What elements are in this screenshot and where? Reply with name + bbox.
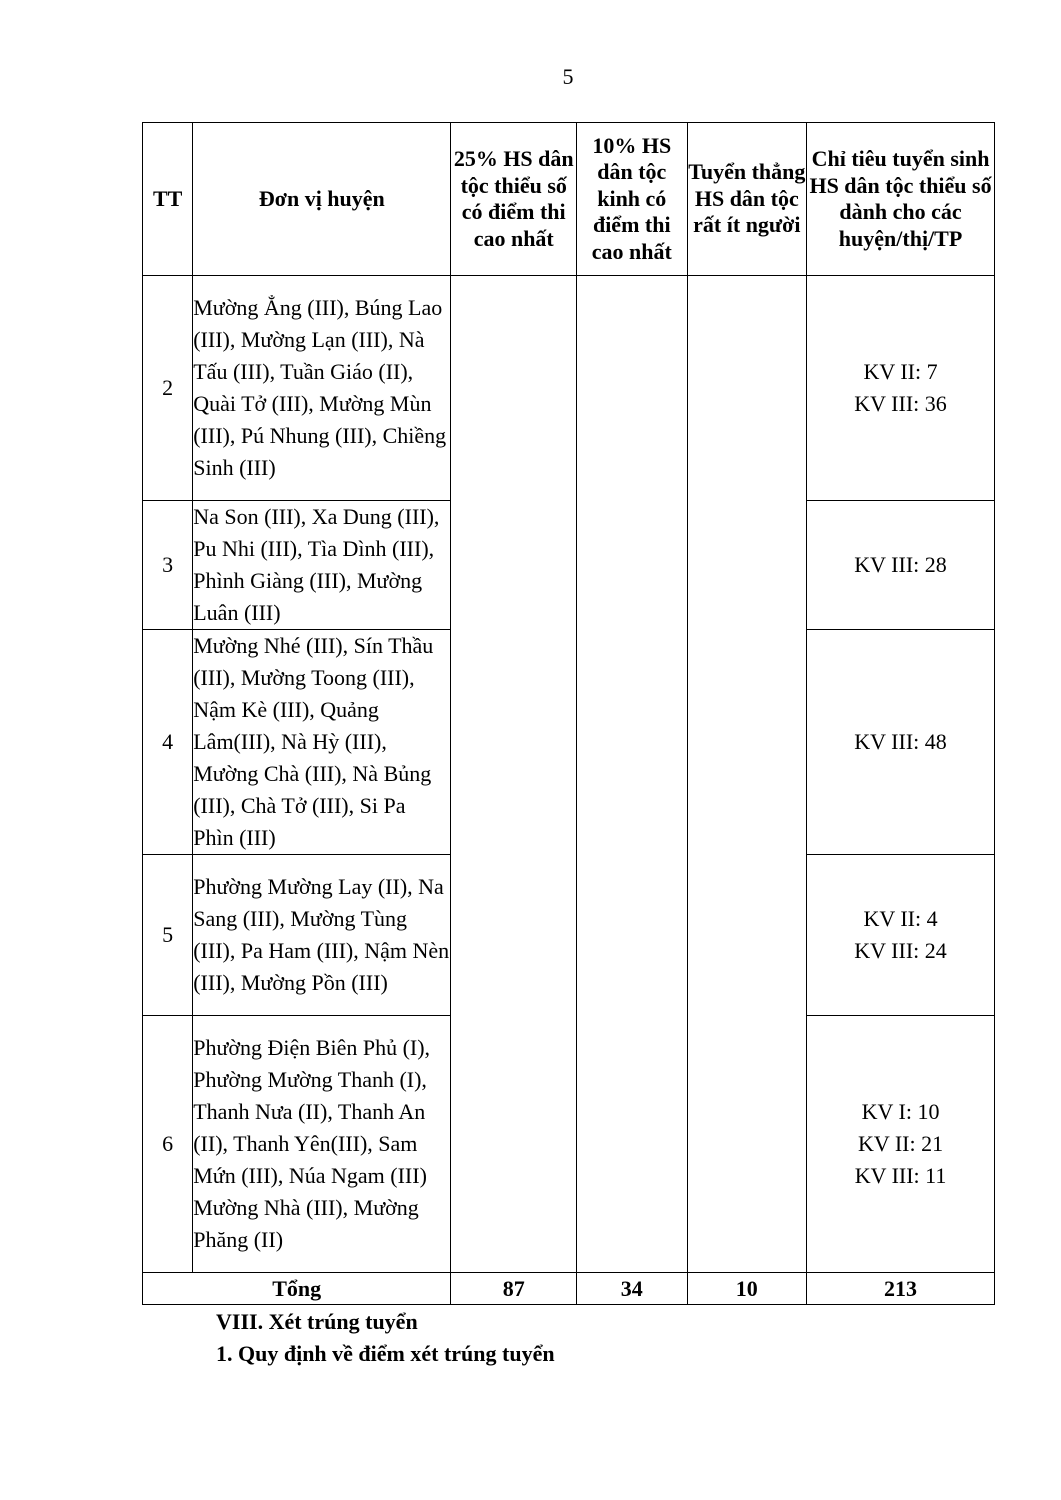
header-top-10-kinh: 10% HS dân tộc kinh có điểm thi cao nhất	[577, 123, 688, 276]
total-direct-admission: 10	[687, 1273, 807, 1305]
quota-line: KV III: 11	[854, 1163, 947, 1188]
total-label: Tổng	[143, 1273, 451, 1305]
quota-line: KV III: 48	[854, 729, 947, 754]
quota-line: KV III: 24	[854, 938, 947, 963]
quota-line: KV I: 10	[861, 1099, 940, 1124]
row-quota	[807, 501, 995, 630]
section-headings	[216, 1306, 555, 1370]
merged-direct-admission-cell	[687, 276, 807, 1273]
row-unit: Phường Điện Biên Phủ (I), Phường Mường Thanh (I), Thanh Nưa (II), Thanh An (II), Thanh Yên(III), Sam Mứn (III), Núa Ngam (III) Mường Nhà (III), Mường Phăng (II)	[193, 1016, 451, 1273]
table-header-row	[143, 123, 995, 276]
row-unit: Phường Mường Lay (II), Na Sang (III), Mường Tùng (III), Pa Ham (III), Nậm Nèn (III), Mường Pồn (III)	[193, 855, 451, 1016]
total-top-25: 87	[451, 1273, 577, 1305]
header-unit: Đơn vị huyện	[193, 123, 451, 276]
header-tt: TT	[143, 123, 193, 276]
header-direct-admission: Tuyển thẳng HS dân tộc rất ít người	[687, 123, 807, 276]
row-tt: 5	[143, 855, 193, 1016]
merged-top-10-cell	[577, 276, 688, 1273]
header-top-25-minority: 25% HS dân tộc thiểu số có điểm thi cao nhất	[451, 123, 577, 276]
total-top-10: 34	[577, 1273, 688, 1305]
heading-1: 1. Quy định về điểm xét trúng tuyển	[216, 1341, 555, 1366]
table-row	[143, 276, 995, 501]
quota-line: KV III: 36	[854, 391, 947, 416]
row-tt: 4	[143, 630, 193, 855]
quota-line: KV II: 7	[863, 359, 938, 384]
row-unit: Mường Ẳng (III), Búng Lao (III), Mường Lạn (III), Nà Tấu (III), Tuần Giáo (II), Quài Tở (III), Mường Mùn (III), Pú Nhung (III), Chiềng Sinh (III)	[193, 276, 451, 501]
header-district-quota: Chỉ tiêu tuyển sinh HS dân tộc thiểu số dành cho các huyện/thị/TP	[807, 123, 995, 276]
row-quota	[807, 855, 995, 1016]
total-row	[143, 1273, 995, 1305]
row-unit: Mường Nhé (III), Sín Thầu (III), Mường Toong (III), Nậm Kè (III), Quảng Lâm(III), Nà Hỳ (III), Mường Chà (III), Nà Bủng (III), Chà Tở (III), Si Pa Phìn (III)	[193, 630, 451, 855]
heading-viii: VIII. Xét trúng tuyển	[216, 1309, 418, 1334]
row-tt: 6	[143, 1016, 193, 1273]
total-district-quota: 213	[807, 1273, 995, 1305]
quota-line: KV III: 28	[854, 552, 947, 577]
row-tt: 2	[143, 276, 193, 501]
row-unit: Na Son (III), Xa Dung (III), Pu Nhi (III), Tìa Dình (III), Phình Giàng (III), Mường Luân (III)	[193, 501, 451, 630]
row-quota	[807, 630, 995, 855]
quota-line: KV II: 4	[863, 906, 938, 931]
merged-top-25-cell	[451, 276, 577, 1273]
row-quota	[807, 1016, 995, 1273]
quota-line: KV II: 21	[857, 1131, 944, 1156]
quota-table	[142, 122, 995, 1305]
row-tt: 3	[143, 501, 193, 630]
page-number: 5	[562, 64, 574, 89]
row-quota	[807, 276, 995, 501]
